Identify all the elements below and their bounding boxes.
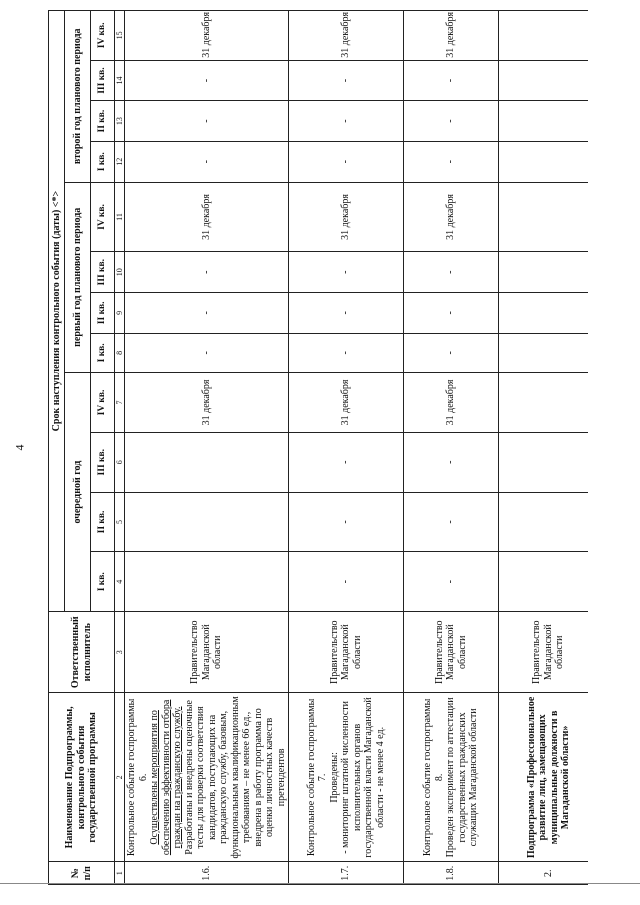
quarter-cell: 31 декабря xyxy=(404,182,499,252)
header-year-current: очередной год xyxy=(65,373,91,612)
header-year-second: второй год планового периода xyxy=(65,11,91,183)
quarter-cell: - xyxy=(289,492,404,552)
column-number: 7 xyxy=(115,373,125,433)
table-row xyxy=(289,11,404,885)
header-quarter: I кв. xyxy=(91,141,115,182)
quarter-cell: - xyxy=(289,432,404,492)
quarter-cell xyxy=(125,552,289,612)
column-number: 14 xyxy=(115,60,125,101)
quarter-cell: - xyxy=(125,101,289,142)
quarter-cell: - xyxy=(289,101,404,142)
rotated-table-container xyxy=(48,10,588,885)
header-quarter: II кв. xyxy=(91,492,115,552)
header-quarter: II кв. xyxy=(91,293,115,334)
quarter-cell xyxy=(125,432,289,492)
quarter-cell xyxy=(499,492,588,552)
header-quarter: III кв. xyxy=(91,252,115,293)
quarter-cell: - xyxy=(404,552,499,612)
header-quarter: IV кв. xyxy=(91,11,115,61)
row-name xyxy=(125,693,289,862)
row-number: 1.8. xyxy=(404,862,499,885)
control-events-table xyxy=(48,10,588,885)
column-number: 12 xyxy=(115,141,125,182)
header-deadline: Срок наступления контрольного события (даты) <*> xyxy=(49,11,65,612)
row-name-line: Проведены: xyxy=(328,752,340,803)
row-executor: Правительство Магаданской области xyxy=(125,612,289,693)
quarter-cell: - xyxy=(289,252,404,293)
quarter-cell: 31 декабря xyxy=(125,373,289,433)
quarter-cell: - xyxy=(289,333,404,372)
quarter-cell: - xyxy=(404,141,499,182)
quarter-cell xyxy=(125,492,289,552)
quarter-cell: - xyxy=(125,333,289,372)
quarter-cell: - xyxy=(404,101,499,142)
table-row xyxy=(125,11,289,885)
quarter-cell: 31 декабря xyxy=(404,373,499,433)
quarter-cell xyxy=(499,141,588,182)
quarter-cell: - xyxy=(289,293,404,334)
column-number: 3 xyxy=(115,612,125,693)
bottom-rule xyxy=(0,883,640,884)
header-executor: Ответственный исполнитель xyxy=(49,612,115,693)
table-row xyxy=(404,11,499,885)
row-executor: Правительство Магаданской области xyxy=(289,612,404,693)
header-name: Наименование Подпрограммы, контрольного события государственной программы xyxy=(49,693,115,862)
quarter-cell: - xyxy=(404,293,499,334)
quarter-cell: - xyxy=(125,141,289,182)
header-quarter: I кв. xyxy=(91,333,115,372)
row-name-line: Контрольное событие госпрограммы 6. xyxy=(126,698,149,857)
header-quarter: IV кв. xyxy=(91,373,115,433)
column-number: 4 xyxy=(115,552,125,612)
row-number: 1.6. xyxy=(125,862,289,885)
table-wrapper xyxy=(48,10,588,885)
column-number: 10 xyxy=(115,252,125,293)
row-executor: Правительство Магаданской области xyxy=(404,612,499,693)
quarter-cell xyxy=(499,432,588,492)
column-number: 5 xyxy=(115,492,125,552)
column-number: 2 xyxy=(115,693,125,862)
quarter-cell xyxy=(499,11,588,61)
quarter-cell xyxy=(499,182,588,252)
quarter-cell xyxy=(499,293,588,334)
quarter-cell xyxy=(499,252,588,293)
quarter-cell xyxy=(499,373,588,433)
quarter-cell: - xyxy=(289,60,404,101)
header-quarter: IV кв. xyxy=(91,182,115,252)
quarter-cell: - xyxy=(289,552,404,612)
row-name xyxy=(499,693,588,862)
row-name xyxy=(404,693,499,862)
quarter-cell: 31 декабря xyxy=(289,373,404,433)
row-name-line: - мониторинг штатной численности исполнительных органов государственной власти Магаданской области - не менее 4 ед. xyxy=(340,697,386,858)
quarter-cell: - xyxy=(404,252,499,293)
row-name-line: Контрольное событие госпрограммы 7. xyxy=(305,698,329,857)
column-number: 6 xyxy=(115,432,125,492)
column-number: 11 xyxy=(115,182,125,252)
quarter-cell: - xyxy=(125,60,289,101)
quarter-cell: - xyxy=(404,333,499,372)
column-number: 15 xyxy=(115,11,125,61)
quarter-cell xyxy=(499,552,588,612)
row-name-line: Разработаны и внедрены оценочные тесты для проверки соответствия кандидатов, поступающих на гражданскую службу, базовым, функциональным квалификационным требованиям – не менее 66 ед., внедрена в работу программа по оценки личностных качеств претендентов xyxy=(183,696,287,859)
quarter-cell: 31 декабря xyxy=(404,11,499,61)
header-quarter: III кв. xyxy=(91,432,115,492)
column-number: 13 xyxy=(115,101,125,142)
row-name-line: Осуществлены мероприятия по обеспечению эффективности отбора граждан на гражданскую службу. xyxy=(149,699,184,856)
header-quarter: III кв. xyxy=(91,60,115,101)
column-number: 8 xyxy=(115,333,125,372)
quarter-cell: 31 декабря xyxy=(289,11,404,61)
quarter-cell: 31 декабря xyxy=(125,11,289,61)
quarter-cell: 31 декабря xyxy=(289,182,404,252)
header-quarter: I кв. xyxy=(91,552,115,612)
row-name-line: Подпрограмма «Профессиональное развитие лиц, замещающих муниципальные должности в Магаданской области» xyxy=(525,696,572,859)
quarter-cell: - xyxy=(404,492,499,552)
row-number: 2. xyxy=(499,862,588,885)
row-name xyxy=(289,693,404,862)
row-executor: Правительство Магаданской области xyxy=(499,612,588,693)
row-name-line: Проведен эксперимент по аттестации государственных гражданских служащих Магаданской области xyxy=(445,697,480,858)
column-number: 9 xyxy=(115,293,125,334)
page-number: 4 xyxy=(12,444,27,451)
quarter-cell: - xyxy=(404,432,499,492)
quarter-cell xyxy=(499,333,588,372)
quarter-cell: 31 декабря xyxy=(125,182,289,252)
row-name-line: Контрольное событие госпрограммы 8. xyxy=(422,698,445,857)
quarter-cell: - xyxy=(125,293,289,334)
header-num: № п/п xyxy=(49,862,115,885)
column-number: 1 xyxy=(115,862,125,885)
header-quarter: II кв. xyxy=(91,101,115,142)
quarter-cell: - xyxy=(404,60,499,101)
table-row xyxy=(499,11,588,885)
quarter-cell xyxy=(499,60,588,101)
header-year-first: первый год планового периода xyxy=(65,182,91,373)
quarter-cell: - xyxy=(289,141,404,182)
quarter-cell: - xyxy=(125,252,289,293)
quarter-cell xyxy=(499,101,588,142)
row-number: 1.7. xyxy=(289,862,404,885)
